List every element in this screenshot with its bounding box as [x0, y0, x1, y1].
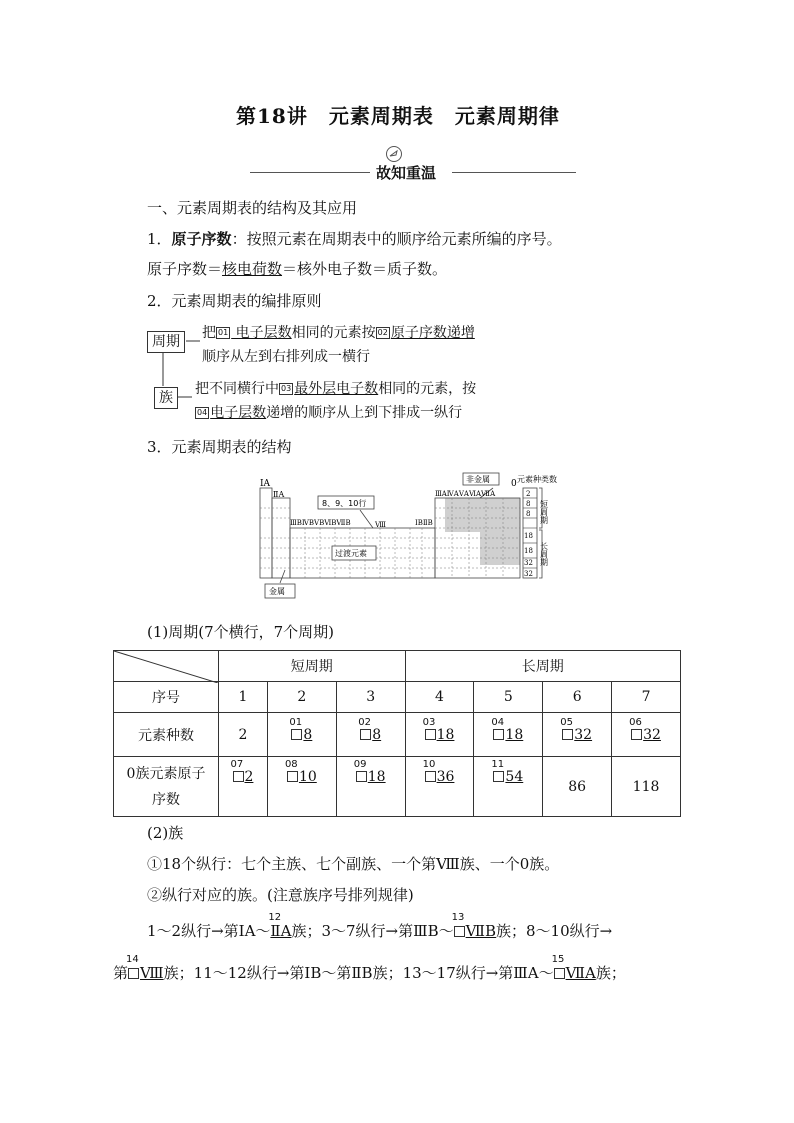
- answer-value: 54: [505, 769, 524, 785]
- section-divider-left: [250, 172, 370, 173]
- page-title: 第18讲 元素周期表 元素周期律: [236, 104, 560, 128]
- group-rule-line2: [195, 402, 462, 422]
- row-label: 元素种数: [114, 713, 219, 757]
- item1-label: 1．: [147, 230, 172, 248]
- count-2: 8: [526, 500, 531, 508]
- columns-text-f: 族；: [595, 964, 626, 982]
- answer-number-box: 01: [218, 328, 229, 337]
- label-mid-groups: ⅢBⅣBⅤBⅥBⅦB: [290, 519, 351, 527]
- answer-box-icon: [562, 729, 573, 740]
- answer-number: 06: [629, 716, 642, 728]
- noble-gas-answer: [405, 757, 474, 817]
- noble-gas-number: 86: [543, 757, 612, 817]
- period-rule-line1: [202, 322, 475, 342]
- item1-definition: ：按照元素在周期表中的顺序给元素所编的序号。: [231, 230, 562, 248]
- answer-box-icon: [493, 771, 504, 782]
- label-zero: 0: [511, 479, 517, 489]
- groups-line2: ②纵行对应的族。(注意族序号排列规律): [147, 886, 414, 904]
- answer-number: 08: [284, 759, 298, 770]
- item2-heading: 2．元素周期表的编排原则: [147, 292, 322, 310]
- answer-box-icon: [356, 771, 367, 782]
- groups-heading: (2)族: [147, 824, 184, 842]
- period-number: 5: [474, 682, 543, 713]
- groups-columns-line1: [147, 912, 613, 941]
- answer-number: 05: [560, 716, 573, 728]
- count-4: 18: [524, 532, 533, 540]
- answer-number: 01: [289, 716, 303, 728]
- answer-number: 09: [353, 759, 367, 770]
- answer-number: 07: [230, 759, 244, 770]
- long-period-header: 长周期: [405, 651, 680, 682]
- table-row: [114, 713, 681, 757]
- columns-text-e: 族；11～12纵行→第ⅠB～第ⅡB族；13～17纵行→第ⅢA～: [163, 964, 554, 982]
- noble-gas-answer: [267, 757, 336, 817]
- row-label-line1: 0族元素原子: [126, 765, 206, 782]
- label-IB-IIB: ⅠBⅡB: [415, 519, 433, 527]
- answer-value: 32: [643, 726, 661, 743]
- periods-heading: (1)周期(7个横行，7个周期): [147, 623, 335, 641]
- period-rule-a: 把: [202, 325, 216, 341]
- period-number: 1: [219, 682, 268, 713]
- answer-value: 2: [244, 769, 254, 785]
- columns-text-c: 族；8～10纵行→: [496, 922, 613, 940]
- answer-number: 12: [268, 912, 282, 923]
- answer-value: 18: [436, 726, 455, 743]
- period-rule-c: 相同的元素按: [291, 325, 376, 341]
- answer-value: 10: [298, 769, 317, 785]
- row-label: [114, 757, 219, 817]
- pen-circle-icon: [385, 145, 403, 163]
- element-count-answer: [543, 713, 612, 757]
- group-rule-a: 把不同横行中: [195, 381, 279, 397]
- count-3: 8: [526, 510, 531, 518]
- item3-heading: 3．元素周期表的结构: [147, 438, 292, 456]
- group-answer-1: 最外层电子数: [294, 381, 379, 397]
- periods-table: [113, 650, 681, 817]
- label-IA: ⅠA: [260, 479, 271, 489]
- columns-text-a: 1～2纵行→第ⅠA～: [147, 922, 271, 940]
- groups-line1: ①18个纵行：七个主族、七个副族、一个第Ⅷ族、一个0族。: [147, 855, 560, 873]
- element-count: 2: [219, 713, 268, 757]
- section-header: 故知重温: [376, 164, 437, 182]
- count-6: 32: [524, 559, 533, 567]
- group-rule-c: 相同的元素，按: [378, 381, 477, 397]
- answer-number-box: 04: [197, 408, 208, 417]
- answer-value: 18: [367, 769, 386, 785]
- element-count-answer: [267, 713, 336, 757]
- element-count-answer: [474, 713, 543, 757]
- table-row: [114, 757, 681, 817]
- columns-text-b: 族；3～7纵行→第ⅢB～: [291, 922, 454, 940]
- label-IIA: ⅡA: [273, 490, 285, 499]
- answer-box-icon: [493, 729, 504, 740]
- row-label: 序号: [114, 682, 219, 713]
- answer-box-icon: [454, 926, 465, 937]
- element-count-answer: [612, 713, 681, 757]
- item1-line2-b: ＝核外电子数＝质子数。: [282, 260, 448, 278]
- heading-structure: 一、元素周期表的结构及其应用: [147, 199, 358, 217]
- noble-gas-answer: [336, 757, 405, 817]
- period-answer-1: 电子层数: [231, 325, 292, 341]
- period-number: 2: [267, 682, 336, 713]
- item1-term: 原子序数: [171, 230, 232, 248]
- item1-line1: [147, 228, 562, 249]
- answer-box-icon: [233, 771, 244, 782]
- label-right-groups: ⅢAⅣAⅤAⅥAⅦA: [435, 490, 496, 498]
- diagonal-corner-cell: [114, 651, 219, 682]
- answer-value: 36: [436, 769, 455, 785]
- answer-value: Ⅷ: [140, 964, 164, 982]
- answer-box-icon: [554, 968, 565, 979]
- answer-number-box: 02: [377, 328, 388, 337]
- label-VIII: Ⅷ: [375, 521, 387, 529]
- answer-number: 14: [126, 954, 139, 965]
- row-label-line2: 序数: [152, 791, 180, 808]
- noble-gas-answer: [219, 757, 268, 817]
- answer-number: 02: [358, 716, 371, 728]
- answer-value: 8: [372, 726, 382, 743]
- short-period-header: 短周期: [219, 651, 406, 682]
- table-row: [114, 651, 681, 682]
- answer-number: 15: [551, 954, 565, 965]
- item1-line2-answer: 核电荷数: [222, 260, 283, 278]
- label-nonmetal: 非金属: [466, 475, 490, 484]
- groups-columns-line2: [113, 954, 626, 983]
- element-count-answer: [405, 713, 474, 757]
- answer-value: ⅡA: [270, 922, 292, 940]
- group-tag: 族: [154, 387, 178, 409]
- answer-box-icon: [128, 968, 139, 979]
- answer-box-icon: [360, 729, 371, 740]
- period-rule-line2: 顺序从左到右排列成一横行: [202, 349, 370, 365]
- period-answer-2: 原子序数递增: [390, 325, 475, 341]
- label-kinds: 元素种类数: [517, 475, 557, 484]
- period-number: 7: [612, 682, 681, 713]
- count-5: 18: [524, 547, 533, 555]
- label-long-period: 长周期: [539, 542, 549, 566]
- answer-value: 32: [574, 726, 593, 743]
- answer-number: 04: [491, 716, 505, 728]
- answer-value: ⅦB: [465, 922, 496, 940]
- label-short-period: 短周期: [539, 500, 549, 524]
- answer-number: 03: [422, 716, 436, 728]
- answer-value: ⅦA: [565, 964, 596, 982]
- answer-number: 11: [491, 759, 505, 770]
- periodic-table-diagram: [255, 470, 580, 605]
- count-7: 32: [524, 570, 533, 578]
- answer-value: 8: [303, 726, 313, 743]
- section-divider-right: [452, 172, 576, 173]
- period-number: 3: [336, 682, 405, 713]
- group-answer-2: 电子层数: [210, 405, 267, 421]
- label-8-10-col: 8、9、10行: [322, 499, 367, 508]
- item1-line2-a: 原子序数＝: [147, 260, 223, 278]
- answer-number: 10: [422, 759, 436, 770]
- answer-box-icon: [425, 729, 436, 740]
- answer-box-icon: [631, 729, 642, 740]
- group-rule-b: 递增的顺序从上到下排成一纵行: [266, 405, 463, 421]
- period-number: 6: [543, 682, 612, 713]
- answer-box-icon: [291, 729, 302, 740]
- period-tag: 周期: [147, 331, 185, 353]
- columns-text-d: 第: [113, 964, 129, 982]
- element-count-answer: [336, 713, 405, 757]
- answer-number: 13: [451, 912, 465, 923]
- period-number: 4: [405, 682, 474, 713]
- noble-gas-answer: [474, 757, 543, 817]
- answer-box-icon: [425, 771, 436, 782]
- answer-box-icon: [287, 771, 298, 782]
- noble-gas-number: 118: [612, 757, 681, 817]
- label-metal: 金属: [269, 587, 285, 596]
- group-rule-line1: [195, 378, 476, 398]
- table-row: [114, 682, 681, 713]
- count-1: 2: [526, 490, 531, 498]
- answer-value: 18: [505, 726, 524, 743]
- label-transition: 过渡元素: [335, 549, 367, 558]
- item1-line2: [147, 258, 447, 279]
- answer-number-box: 03: [281, 384, 292, 393]
